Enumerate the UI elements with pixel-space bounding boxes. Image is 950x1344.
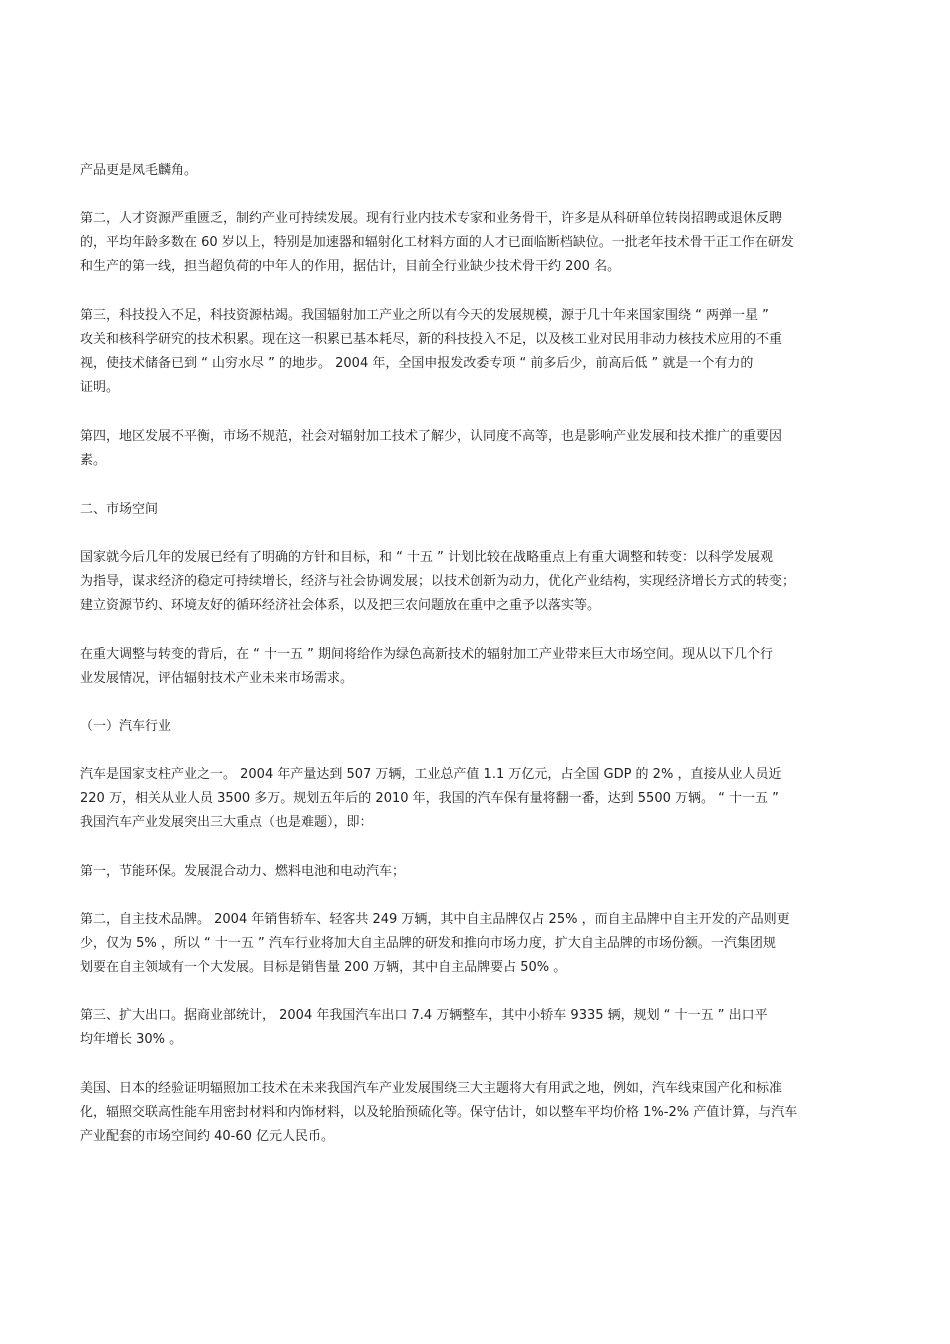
paragraph-continuation bbox=[80, 159, 872, 183]
paragraph-market-outlook bbox=[80, 643, 872, 691]
paragraph-regional-imbalance bbox=[80, 425, 872, 473]
text-line: 第一，节能环保。发展混合动力、燃料电池和电动汽车； bbox=[80, 864, 406, 879]
text-line: 汽车是国家支柱产业之一。 2004 年产量达到 507 万辆，工业总产值 1.1 万亿元，占全国 GDP 的 2% ，直接从业人员近 bbox=[80, 767, 782, 782]
text-line: 第二，人才资源严重匮乏，制约产业可持续发展。现有行业内技术专家和业务骨干，许多是从科研单位转岗招聘或退休反聘 bbox=[80, 211, 783, 226]
heading-text: 二、市场空间 bbox=[80, 502, 159, 517]
text-line: 产业配套的市场空间约 40-60 亿元人民币。 bbox=[80, 1129, 335, 1144]
text-line: 产品更是凤毛麟角。 bbox=[80, 163, 198, 178]
paragraph-export-expansion bbox=[80, 1004, 872, 1052]
text-line: 的，平均年龄多数在 60 岁以上，特别是加速器和辐射化工材料方面的人才已面临断档缺位。一批老年技术骨干正工作在研发 bbox=[80, 235, 794, 250]
text-line: 我国汽车产业发展突出三大重点（也是难题），即： bbox=[80, 815, 373, 830]
text-line: 美国、日本的经验证明辐照加工技术在未来我国汽车产业发展围绕三大主题将大有用武之地，例如，汽车线束国产化和标准 bbox=[80, 1081, 783, 1096]
paragraph-tech-investment bbox=[80, 304, 872, 400]
text-line: 第三，科技投入不足，科技资源枯竭。我国辐射加工产业之所以有今天的发展规模，源于几十年来国家围绕 “ 两弹一星 ” bbox=[80, 308, 769, 323]
paragraph-national-policy bbox=[80, 546, 872, 618]
paragraph-auto-overview bbox=[80, 763, 872, 835]
text-line: 第四，地区发展不平衡，市场不规范，社会对辐射加工技术了解少，认同度不高等，也是影响产业发展和技术推广的重要因 bbox=[80, 429, 783, 444]
text-line: 证明。 bbox=[80, 380, 120, 395]
paragraph-talent-shortage bbox=[80, 207, 872, 279]
text-line: 划要在自主领域有一个大发展。目标是销售量 200 万辆，其中自主品牌要占 50% 。 bbox=[80, 960, 567, 975]
text-line: 均年增长 30% 。 bbox=[80, 1032, 183, 1047]
paragraph-energy-saving bbox=[80, 860, 872, 884]
section-heading-market-space bbox=[80, 498, 872, 522]
text-line: 在重大调整与转变的背后，在 “ 十一五 ” 期间将给作为绿色高新技术的辐射加工产业带来巨大市场空间。现从以下几个行 bbox=[80, 647, 773, 662]
text-line: 为指导，谋求经济的稳定可持续增长，经济与社会协调发展；以技术创新为动力，优化产业结构，实现经济增长方式的转变； bbox=[80, 574, 796, 589]
heading-text: （一）汽车行业 bbox=[80, 719, 172, 734]
text-line: 第三、扩大出口。据商业部统计， 2004 年我国汽车出口 7.4 万辆整车，其中小轿车 9335 辆，规划 “ 十一五 ” 出口平 bbox=[80, 1008, 768, 1023]
text-line: 视，使技术储备已到 “ 山穷水尽 ” 的地步。 2004 年，全国申报发改委专项 “ 前多后少，前高后低 ” 就是一个有力的 bbox=[80, 356, 754, 371]
paragraph-own-brands bbox=[80, 908, 872, 980]
text-line: 建立资源节约、环境友好的循环经济社会体系，以及把三农问题放在重中之重予以落实等。 bbox=[80, 598, 601, 613]
text-line: 第二，自主技术品牌。 2004 年销售轿车、轻客共 249 万辆，其中自主品牌仅占 25% ，而自主品牌中自主开发的产品则更 bbox=[80, 912, 790, 927]
text-line: 素。 bbox=[80, 453, 107, 468]
text-line: 国家就今后几年的发展已经有了明确的方针和目标，和 “ 十五 ” 计划比较在战略重点上有重大调整和转变：以科学发展观 bbox=[80, 550, 773, 565]
paragraph-irradiation-market bbox=[80, 1077, 872, 1149]
text-line: 业发展情况，评估辐射技术产业未来市场需求。 bbox=[80, 671, 354, 686]
text-line: 220 万，相关从业人员 3500 多万。规划五年后的 2010 年，我国的汽车保有量将翻一番，达到 5500 万辆。 “ 十一五 ” bbox=[80, 791, 779, 806]
text-line: 攻关和核科学研究的技术积累。现在这一积累已基本耗尽，新的科技投入不足，以及核工业对民用非动力核技术应用的不重 bbox=[80, 332, 783, 347]
text-line: 化，辐照交联高性能车用密封材料和内饰材料，以及轮胎预硫化等。保守估计，如以整车平均价格 1%-2% 产值计算，与汽车 bbox=[80, 1105, 798, 1120]
text-line: 少，仅为 5% ，所以 “ 十一五 ” 汽车行业将加大自主品牌的研发和推向市场力度，扩大自主品牌的市场份额。一汽集团规 bbox=[80, 936, 776, 951]
subsection-heading-auto-industry bbox=[80, 715, 872, 739]
text-line: 和生产的第一线，担当超负荷的中年人的作用，据估计，目前全行业缺少技术骨干约 200 名。 bbox=[80, 259, 621, 274]
